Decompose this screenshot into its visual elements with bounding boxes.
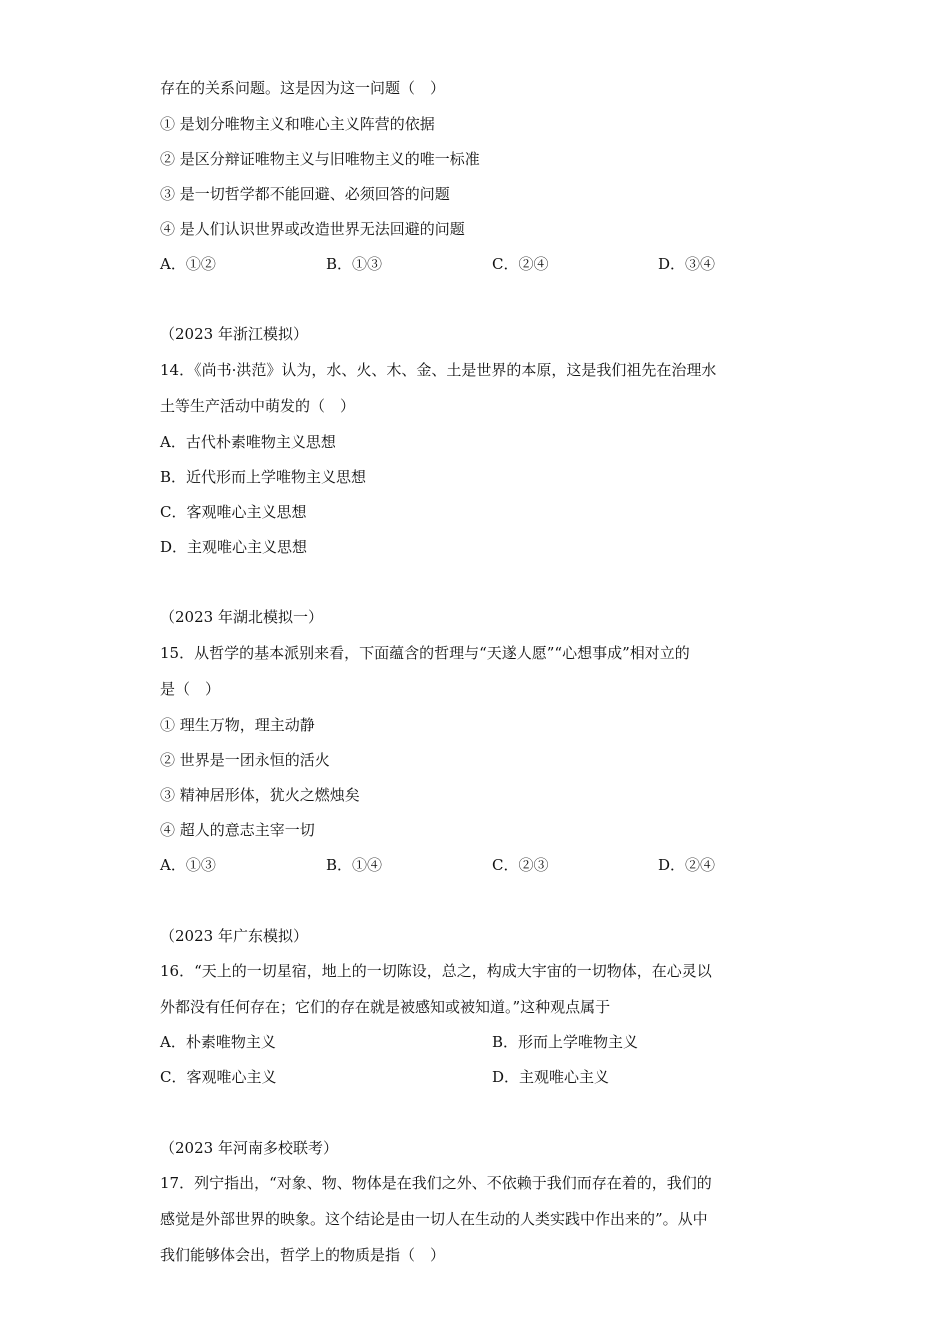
q15-option-b[interactable]: B．①④ [326, 856, 383, 874]
q16-option-c[interactable]: C．客观唯心主义 [160, 1068, 277, 1086]
q13-statement-3: ③ 是一切哲学都不能回避、必须回答的问题 [160, 185, 450, 203]
q13-options [160, 254, 800, 274]
q14-option-d[interactable]: D．主观唯心主义思想 [160, 538, 308, 556]
q16-options-row-1 [160, 1032, 800, 1052]
q17-stem-line-3: 我们能够体会出，哲学上的物质是指（ ） [160, 1246, 446, 1264]
q16-options-row-2 [160, 1067, 800, 1087]
q15-options [160, 855, 800, 875]
q15-option-a[interactable]: A．①③ [160, 856, 216, 874]
q14-option-b[interactable]: B．近代形而上学唯物主义思想 [160, 468, 367, 486]
q17-stem-line-1: 17．列宁指出，“对象、物、物体是在我们之外、不依赖于我们而存在着的，我们的 [160, 1174, 712, 1192]
q13-option-c[interactable]: C．②④ [492, 255, 549, 273]
q13-option-b[interactable]: B．①③ [326, 255, 383, 273]
q13-option-a[interactable]: A．①② [160, 255, 216, 273]
q17-source: （2023 年河南多校联考） [160, 1139, 338, 1157]
q13-option-d[interactable]: D．③④ [658, 255, 716, 273]
q14-stem-line-1: 14．《尚书·洪范》认为，水、火、木、金、土是世界的本原，这是我们祖先在治理水 [160, 361, 717, 379]
q15-statement-3: ③ 精神居形体，犹火之燃烛矣 [160, 786, 360, 804]
q15-statement-2: ② 世界是一团永恒的活火 [160, 751, 330, 769]
q15-statement-4: ④ 超人的意志主宰一切 [160, 821, 315, 839]
q16-source: （2023 年广东模拟） [160, 927, 308, 945]
q16-option-b[interactable]: B．形而上学唯物主义 [492, 1033, 639, 1051]
q14-stem-line-2: 土等生产活动中萌发的（ ） [160, 397, 356, 415]
q13-statement-4: ④ 是人们认识世界或改造世界无法回避的问题 [160, 220, 465, 238]
q15-stem-line-1: 15．从哲学的基本派别来看，下面蕴含的哲理与“天遂人愿”“心想事成”相对立的 [160, 644, 690, 662]
q13-statement-1: ① 是划分唯物主义和唯心主义阵营的依据 [160, 115, 435, 133]
q16-stem-line-1: 16．“天上的一切星宿，地上的一切陈设，总之，构成大宇宙的一切物体，在心灵以 [160, 962, 712, 980]
q14-option-c[interactable]: C．客观唯心主义思想 [160, 503, 307, 521]
q13-stem-tail: 存在的关系问题。这是因为这一问题（ ） [160, 79, 446, 97]
q17-stem-line-2: 感觉是外部世界的映象。这个结论是由一切人在生动的人类实践中作出来的”。从中 [160, 1210, 708, 1228]
q15-statement-1: ① 理生万物，理主动静 [160, 716, 315, 734]
q15-option-c[interactable]: C．②③ [492, 856, 549, 874]
q15-source: （2023 年湖北模拟一） [160, 608, 323, 626]
q14-source: （2023 年浙江模拟） [160, 325, 308, 343]
q15-stem-line-2: 是（ ） [160, 680, 221, 698]
q16-option-a[interactable]: A．朴素唯物主义 [160, 1033, 276, 1051]
q13-statement-2: ② 是区分辩证唯物主义与旧唯物主义的唯一标准 [160, 150, 480, 168]
q16-stem-line-2: 外都没有任何存在；它们的存在就是被感知或被知道。”这种观点属于 [160, 998, 611, 1016]
q16-option-d[interactable]: D．主观唯心主义 [492, 1068, 610, 1086]
q15-option-d[interactable]: D．②④ [658, 856, 716, 874]
q14-option-a[interactable]: A．古代朴素唯物主义思想 [160, 433, 336, 451]
